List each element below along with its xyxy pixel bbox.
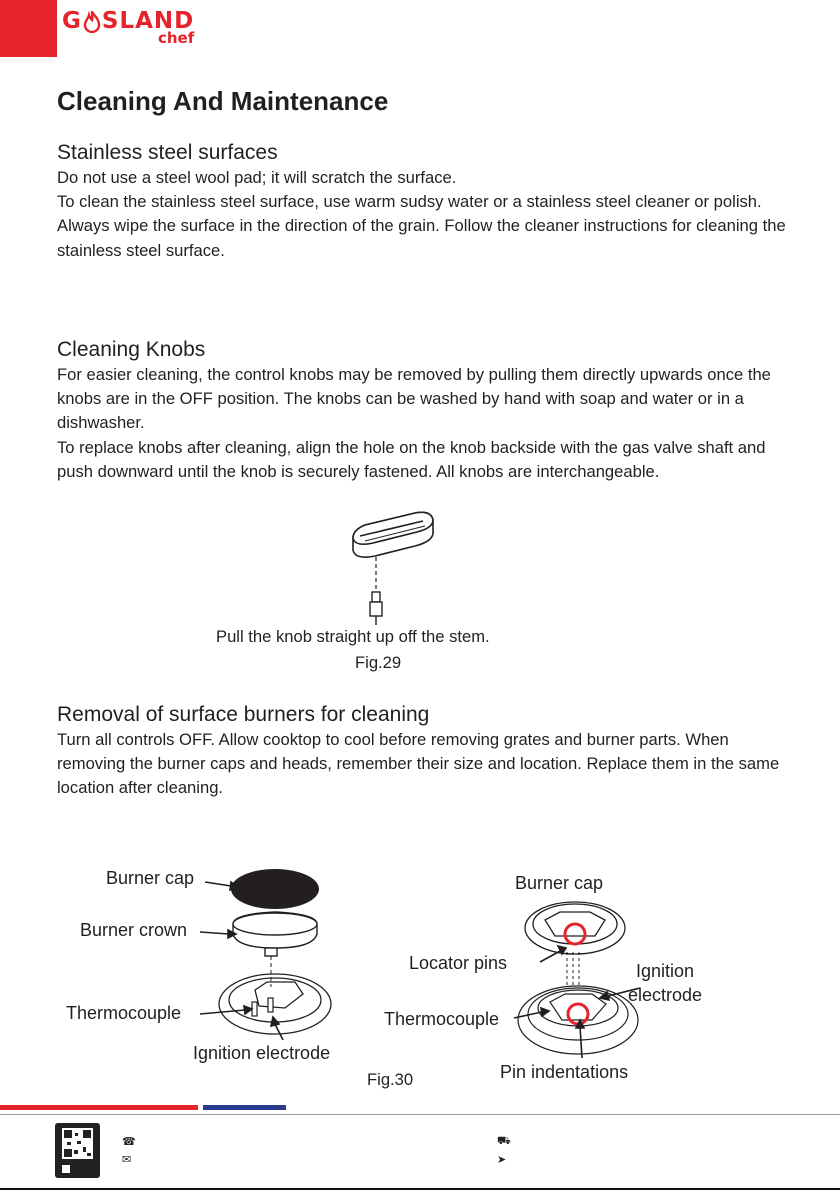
label-ignition: Ignition: [636, 961, 695, 981]
footer-divider: [0, 1114, 840, 1115]
qr-code[interactable]: [55, 1123, 100, 1178]
burner-diagram-left: [195, 862, 345, 1047]
label-locator-pins: Locator pins: [409, 953, 508, 973]
label-thermocouple-right: Thermocouple: [384, 1009, 500, 1029]
label-burner-cap-right: Burner cap: [515, 873, 604, 893]
page-title: Cleaning And Maintenance: [57, 86, 389, 116]
page-bottom-edge: [0, 1188, 840, 1190]
section-heading-knobs: Cleaning Knobs: [57, 338, 206, 361]
burner-diagram-right: [500, 890, 645, 1062]
header-red-block: [0, 0, 57, 57]
fig29-label: Fig.29: [355, 653, 402, 672]
phone-icon: ☎: [122, 1136, 136, 1148]
label-ignition-electrode: Ignition electrode: [193, 1043, 331, 1063]
flame-icon: [83, 11, 101, 33]
label-burner-cap-left: Burner cap: [106, 868, 195, 888]
fig30-label: Fig.30: [367, 1070, 414, 1089]
footer-bar-red: [0, 1105, 198, 1110]
footer-bar-blue: [203, 1105, 286, 1110]
fig29-caption: Pull the knob straight up off the stem.: [216, 627, 490, 646]
label-burner-crown: Burner crown: [80, 920, 188, 940]
section-text-burners: Turn all controls OFF. Allow cooktop to cool before removing grates and burner parts. When removing the burner caps and heads, remember their size and location. Replace them in the same location after cleaning.: [57, 730, 780, 798]
brand-logo: [62, 10, 194, 46]
section-text-knobs: For easier cleaning, the control knobs may be removed by pulling them directly upwards once the knobs are in the OFF position. The knobs can be washed by hand with soap and water or in a dishwasher. To replace knobs after cleaning, align the hole on the knob backside with the gas valve shaft and push downward until the knob is securely fastened. All knobs are interchangeable.: [57, 365, 771, 481]
location-icon: ➤: [497, 1154, 507, 1166]
logo-letter: G: [62, 8, 82, 34]
label-electrode: electrode: [628, 985, 703, 1005]
logo-wordmark: SLAND: [101, 8, 195, 34]
label-thermocouple-left: Thermocouple: [66, 1003, 182, 1023]
section-heading-burners: Removal of surface burners for cleaning: [57, 703, 430, 726]
mail-icon: ✉: [122, 1154, 132, 1166]
logo-subtitle: chef: [157, 29, 195, 47]
label-pin-indentations: Pin indentations: [500, 1062, 629, 1082]
section-heading-stainless: Stainless steel surfaces: [57, 141, 278, 164]
cart-icon: ⛟: [497, 1135, 511, 1147]
section-text-stainless: Do not use a steel wool pad; it will scratch the surface. To clean the stainless steel surface, use warm sudsy water or a stainless steel cleaner or polish. Always wipe the surface in the direction of the grain. Follow the cleaner instructions for cleaning the stainless steel surface.: [57, 168, 786, 260]
knob-illustration: [345, 510, 440, 625]
